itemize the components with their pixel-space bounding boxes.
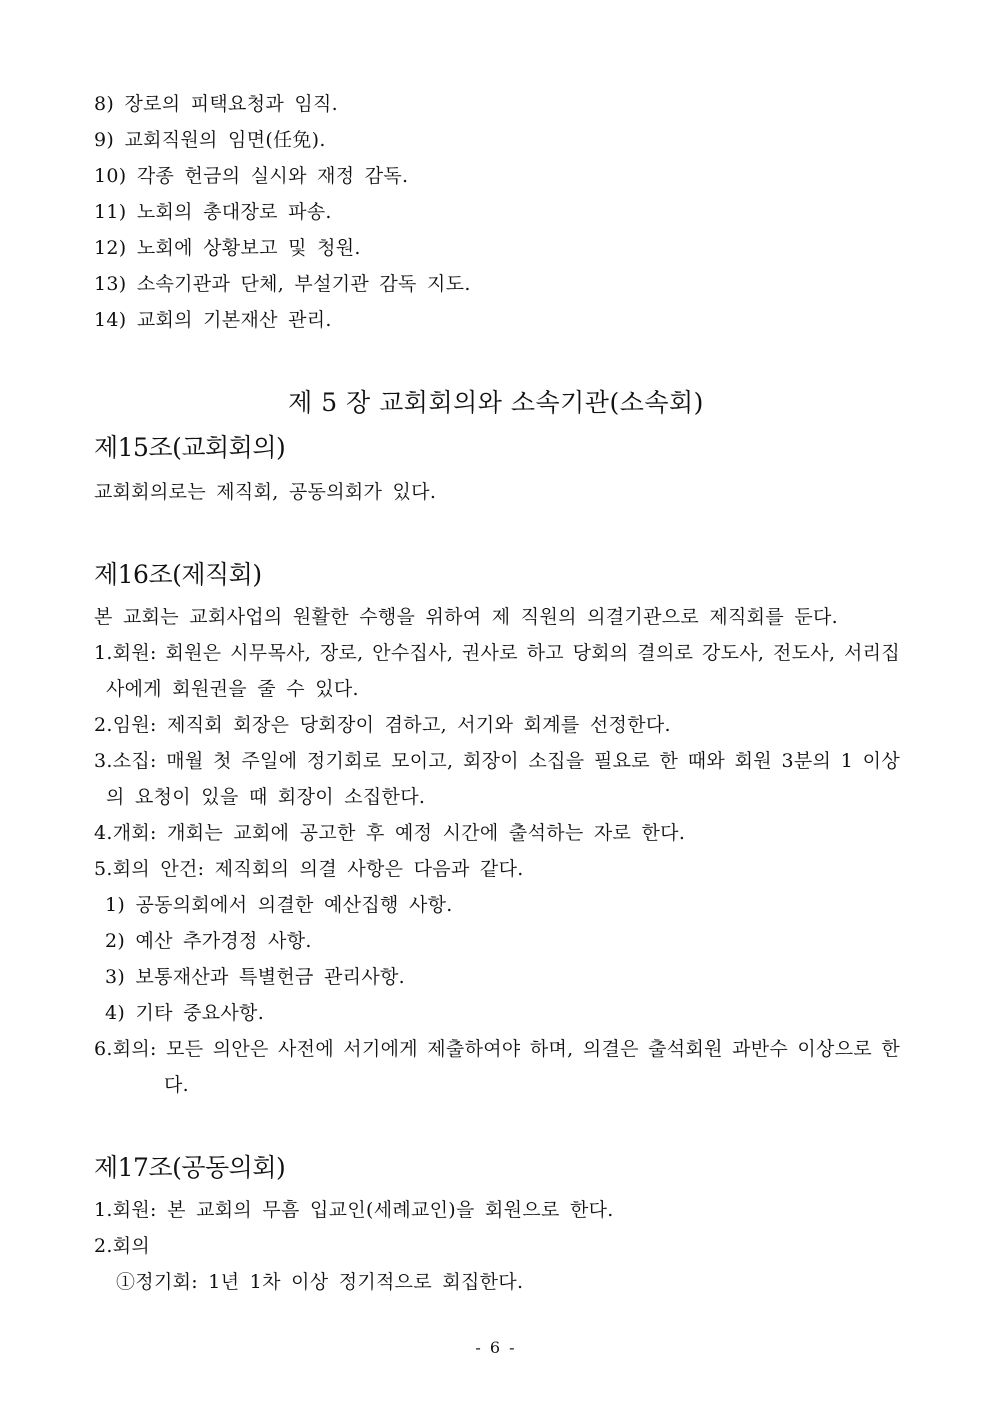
article-17-meeting: 2.회의 [94, 1235, 151, 1257]
article-16-meeting-line2: 다. [164, 1074, 189, 1096]
list-item: 8) 장로의 피택요청과 임직. [94, 93, 338, 115]
article-16-officers: 2.임원: 제직회 회장은 당회장이 겸하고, 서기와 회계를 선정한다. [94, 714, 671, 736]
list-item: 10) 각종 헌금의 실시와 재정 감독. [94, 165, 409, 187]
article-16-meeting-line1: 6.회의: 모든 의안은 사전에 서기에게 제출하여야 하며, 의결은 출석회원 과반수 이상으로 한 [94, 1038, 900, 1060]
article-17-title: 제17조(공동의회) [94, 1153, 286, 1182]
article-17-regular: ①정기회: 1년 1차 이상 정기적으로 회집한다. [116, 1271, 524, 1293]
article-15-body: 교회회의로는 제직회, 공동의회가 있다. [94, 481, 437, 503]
agenda-item: 1) 공동의회에서 의결한 예산집행 사항. [105, 894, 453, 916]
article-16-convene-line2: 의 요청이 있을 때 회장이 소집한다. [106, 786, 426, 808]
chapter-title: 제 5 장 교회회의와 소속기관(소속회) [288, 388, 704, 417]
article-15-title: 제15조(교회회의) [94, 433, 286, 462]
article-16-agenda: 5.회의 안건: 제직회의 의결 사항은 다음과 같다. [94, 858, 524, 880]
article-16-intro: 본 교회는 교회사업의 원활한 수행을 위하여 제 직원의 의결기관으로 제직회를 둔다. [94, 606, 838, 628]
article-16-members-line1: 1.회원: 회원은 시무목사, 장로, 안수집사, 권사로 하고 당회의 결의로 강도사, 전도사, 서리집 [94, 642, 900, 664]
article-17-members: 1.회원: 본 교회의 무흠 입교인(세례교인)을 회원으로 한다. [94, 1199, 614, 1221]
agenda-item: 3) 보통재산과 특별헌금 관리사항. [105, 966, 405, 988]
list-item: 11) 노회의 총대장로 파송. [94, 201, 332, 223]
article-16-title: 제16조(제직회) [94, 560, 262, 589]
agenda-item: 2) 예산 추가경정 사항. [105, 930, 312, 952]
agenda-item: 4) 기타 중요사항. [105, 1002, 265, 1024]
page-number: - 6 - [475, 1338, 517, 1357]
article-16-members-line2: 사에게 회원권을 줄 수 있다. [106, 678, 359, 700]
list-item: 14) 교회의 기본재산 관리. [94, 309, 332, 331]
article-16-convene-line1: 3.소집: 매월 첫 주일에 정기회로 모이고, 회장이 소집을 필요로 한 때와 회원 3분의 1 이상 [94, 750, 900, 772]
list-item: 13) 소속기관과 단체, 부설기관 감독 지도. [94, 273, 471, 295]
article-16-opening: 4.개회: 개회는 교회에 공고한 후 예정 시간에 출석하는 자로 한다. [94, 822, 686, 844]
list-item: 12) 노회에 상황보고 및 청원. [94, 237, 361, 259]
list-item: 9) 교회직원의 임면(任免). [94, 129, 326, 151]
